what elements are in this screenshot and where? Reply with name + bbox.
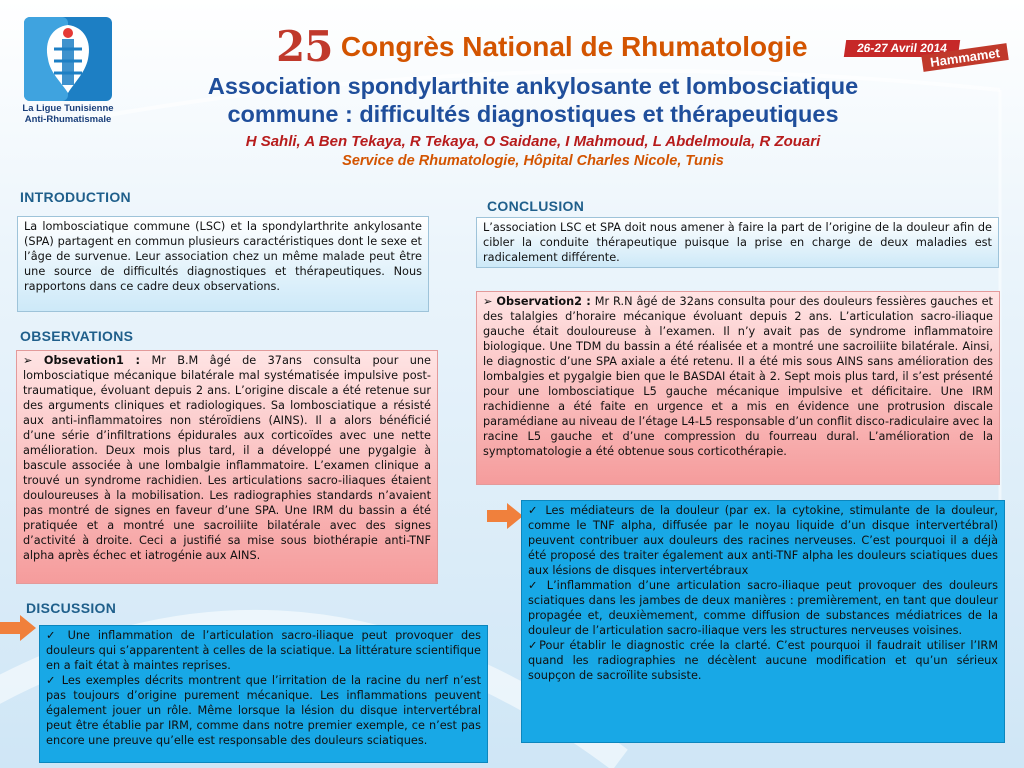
observation2-label: Observation2 : (496, 295, 591, 308)
title-line2: commune : difficultés diagnostiques et thérapeutiques (227, 101, 839, 127)
check-icon: ✓ (528, 504, 540, 517)
discussion2-item1 (528, 503, 998, 578)
introduction-heading: INTRODUCTION (20, 189, 131, 205)
discussion2-item3 (528, 638, 998, 683)
discussion2-item2-text: L’inflammation d’une articulation sacro-iliaque peut provoquer des douleurs sciatiques dans les jambes de deux manières : premièrement, en tant que douleur propagée et, deuxièmement, comme diffusion de substances médiatrices de la douleur de l’articulation sacro-iliaque vers les structures nerveuses voisines. (528, 579, 999, 637)
logo-text-line1: La Ligue Tunisienne (22, 103, 114, 114)
discussion-item2-text: Les exemples décrits montrent que l’irritation de la racine du nerf n’est pas toujours d’origine purement mécanique. Les inflammations peuvent également jouer un rôle. Même lorsque la lésion du disque intervertébral peut être établie par IRM, comme dans notre premier exemple, ce n’est pas encore une preuve qu’elle est responsable des douleurs sciatiques. (46, 674, 481, 747)
logo-text-line2: Anti-Rhumatismale (24, 114, 112, 125)
observation1-label: Obsevation1 : (43, 354, 141, 367)
discussion-heading: DISCUSSION (26, 600, 117, 616)
introduction-box (17, 216, 429, 312)
check-icon: ✓ (528, 579, 541, 592)
observation2-box (476, 291, 1000, 485)
observation2-marker: ➢ (483, 295, 493, 308)
congress-number: 25 (276, 22, 333, 71)
conclusion-box (476, 217, 999, 268)
logo-text (6, 103, 130, 125)
place-badge: Hammamet (921, 43, 1009, 72)
observation2-paragraph (483, 294, 993, 459)
observations-heading: OBSERVATIONS (20, 328, 134, 344)
discussion2-item1-text: Les médiateurs de la douleur (par ex. la cytokine, stimulante de la douleur, comme le TNF alpha, diffusée par le noyau liquide d’un disque intervertébral) peuvent contribuer aux douleurs des racines nerveuses. C’est pourquoi il a déjà été proposé des traiter également aux anti-TNF alpha les douleurs sciatiques dues aux lésions de disques intervertébraux (528, 504, 999, 577)
congress-banner (276, 22, 808, 71)
discussion2-item3-text: Pour établir le diagnostic crée la clarté. C’est pourquoi il faudrait utiliser l’IRM quand les radiographies ne décèlent aucune modification et qu’un sérieux soupçon de sacroïlite subsiste. (528, 639, 998, 682)
discussion-item1 (46, 628, 481, 673)
league-logo-icon (22, 15, 114, 103)
check-icon: ✓ (46, 674, 57, 687)
observation2-text: Mr R.N âgé de 32ans consulta pour des douleurs fessières gauches et des talalgies d’horaire mécanique évoluant depuis 2 ans. L’articulation sacro-iliaque gauche était douloureuse à l’examen. Il n’y avait pas de syndrome inflammatoire biologique. Une TDM du bassin a été réalisée et a montré une sacroiliite bilatérale. Ainsi, le diagnostic d’une SPA axiale a été retenu. Il a été mis sous AINS sans amélioration des lombalgies et pygalgie bien que le BASDAI était à 2. Sept mois plus tard, il s’est présenté pour une lombosciatique L5 gauche mécanique impulsive et déficitaire. Une IRM rachidienne a été faite en urgence et a mis en évidence une protrusion discale paramédiane au niveau de l’étage L4-L5 responsable d’un conflit disco-radiculaire avec la racine L5 gauche et d’une compression du fourreau dural. L’amélioration de la symptomatologie a été obtenue sous corticothérapie. (483, 295, 993, 458)
congress-title: Congrès National de Rhumatologie (340, 30, 808, 62)
service-affiliation: Service de Rhumatologie, Hôpital Charles Nicole, Tunis (342, 153, 724, 169)
check-icon: ✓ (46, 629, 60, 642)
authors: H Sahli, A Ben Tekaya, R Tekaya, O Saidane, I Mahmoud, L Abdelmoula, R Zouari (245, 133, 821, 150)
discussion-item2 (46, 673, 481, 748)
orange-arrow-icon (0, 615, 36, 641)
check-icon: ✓ (528, 639, 540, 652)
discussion-box (39, 625, 488, 763)
conclusion-heading: CONCLUSION (487, 198, 585, 214)
introduction-text: La lombosciatique commune (LSC) et la spondylarthrite ankylosante (SPA) partagent en commun plusieurs caractéristiques dont le sexe et l’âge de survenue. Leur association chez un même malade peut être une source de difficultés diagnostiques et thérapeutiques. Nous rapportons dans ce cadre deux observations. (24, 220, 422, 293)
orange-arrow-icon (487, 503, 523, 529)
title-line1: Association spondylarthite ankylosante et lombosciatique (207, 73, 859, 99)
date-badge: 26-27 Avril 2014 (844, 40, 960, 57)
discussion2-item2 (528, 578, 998, 638)
discussion-item1-text: Une inflammation de l’articulation sacro-iliaque peut provoquer des douleurs qui s’apparentent à celles de la sciatique. La littérature scientifique en a fait état à maintes reprises. (46, 629, 481, 672)
observation1-marker: ➢ (23, 354, 33, 367)
observation1-paragraph (23, 353, 431, 563)
observation1-text: Mr B.M âgé de 37ans consulta pour une lombosciatique mécanique bilatérale mal systématisée impulsive post-traumatique, évoluant depuis 2 ans. L’origine discale a été retenue sur des arguments cliniques et radiologiques. Sa lombosciatique a résisté aux anti-inflammatoires non stéroïdiens (AINS). Il a alors bénéficié d’une série d’infiltrations épidurales aux corticoïdes avec une nette amélioration. Deux mois plus tard, il a développé une pygalgie à bascule associée à une lombalgie inflammatoire. L’examen clinique a trouvé un syndrome rachidien. Les articulations sacro-iliaques étaient douloureuses à la mobilisation. Les radiographies standards n’avaient pas montré de signes en faveur d’une SPA. Une IRM du bassin a été pratiquée et a montré une sacroiliite bilatérale avec des signes d’activité à droite. Ceci a justifié sa mise sous biothérapie anti-TNF alpha après échec et iatrogénie aux AINS. (23, 354, 431, 562)
poster-title (118, 72, 948, 128)
discussion2-box (521, 500, 1005, 743)
observation1-box (16, 350, 438, 584)
conclusion-text: L’association LSC et SPA doit nous amener à faire la part de l’origine de la douleur afin de cibler la conduite thérapeutique puisque la prise en charge de deux maladies est radicalement différente. (483, 221, 992, 264)
